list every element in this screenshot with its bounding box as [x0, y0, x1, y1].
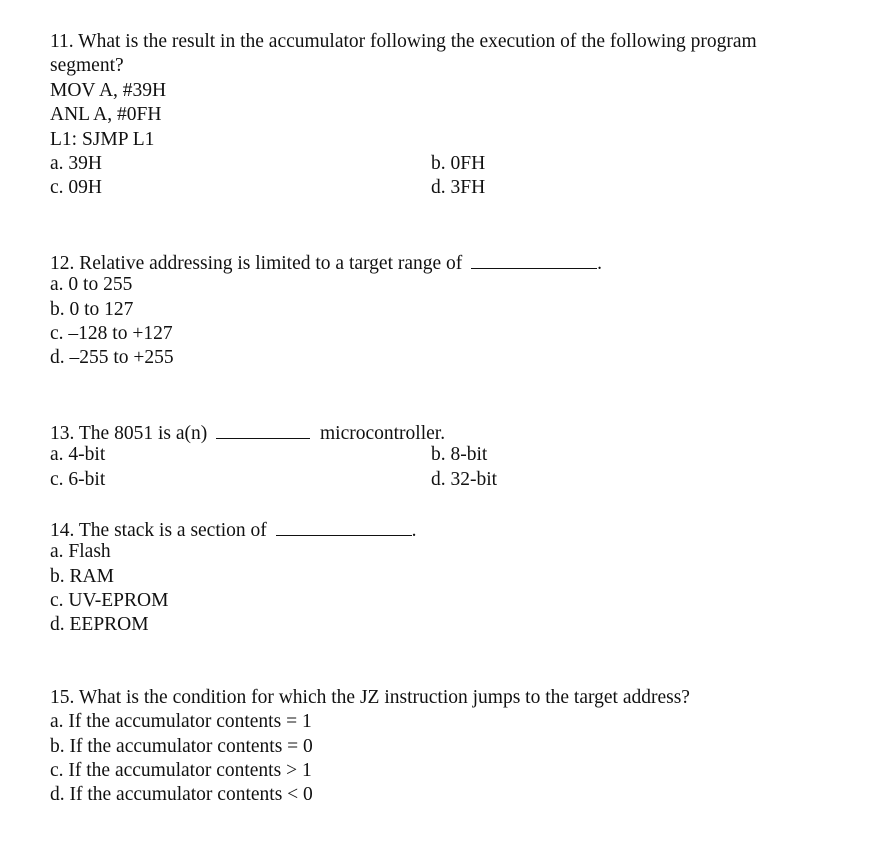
answer-blank: [276, 516, 412, 536]
options-row-1: [50, 443, 840, 467]
option-c: c. –128 to +127: [50, 322, 173, 344]
option-d: d. If the accumulator contents < 0: [50, 784, 313, 806]
answer-blank: [471, 249, 597, 269]
question-14-title: [50, 516, 840, 540]
option-d: d. 32-bit: [431, 468, 498, 490]
question-12-title: [50, 249, 840, 273]
question-12-period: .: [597, 252, 603, 274]
question-12-text: 12. Relative addressing is limited to a target range of: [50, 252, 463, 274]
option-c: c. If the accumulator contents > 1: [50, 760, 312, 782]
code-line-3: L1: SJMP L1: [50, 128, 155, 150]
option-b: b. 0FH: [431, 152, 486, 174]
option-b: b. RAM: [50, 565, 114, 587]
option-a: a. 39H: [50, 152, 102, 174]
question-14: [50, 516, 840, 638]
option-a: a. If the accumulator contents = 1: [50, 711, 312, 733]
option-b: b. If the accumulator contents = 0: [50, 735, 313, 757]
option-b: b. 8-bit: [431, 444, 488, 466]
document-page: [50, 30, 840, 808]
option-a: a. 4-bit: [50, 444, 106, 466]
question-15: [50, 686, 840, 808]
code-line-1: MOV A, #39H: [50, 79, 167, 101]
option-c: c. 09H: [50, 177, 102, 199]
option-a: a. Flash: [50, 541, 111, 563]
options-row-2: [50, 468, 840, 492]
options-row-2: [50, 176, 840, 200]
question-14-text: 14. The stack is a section of: [50, 519, 267, 541]
option-d: d. 3FH: [431, 177, 486, 199]
option-a: a. 0 to 255: [50, 274, 133, 296]
option-d: d. EEPROM: [50, 614, 149, 636]
option-d: d. –255 to +255: [50, 347, 174, 369]
question-13-text: 13. The 8051 is a(n): [50, 422, 208, 444]
question-12: [50, 249, 840, 371]
question-13-suffix: microcontroller.: [320, 422, 446, 444]
question-14-period: .: [411, 519, 417, 541]
question-11: [50, 30, 840, 201]
code-line-2: ANL A, #0FH: [50, 104, 162, 126]
question-13-title: [50, 419, 840, 443]
option-b: b. 0 to 127: [50, 298, 134, 320]
answer-blank: [216, 419, 310, 439]
question-15-title: 15. What is the condition for which the JZ instruction jumps to the target address?: [50, 686, 690, 708]
question-11-title: 11. What is the result in the accumulator following the execution of the following program segment?: [50, 31, 757, 77]
option-c: c. UV-EPROM: [50, 590, 169, 612]
question-13: [50, 419, 840, 492]
option-c: c. 6-bit: [50, 468, 106, 490]
options-row-1: [50, 152, 840, 176]
